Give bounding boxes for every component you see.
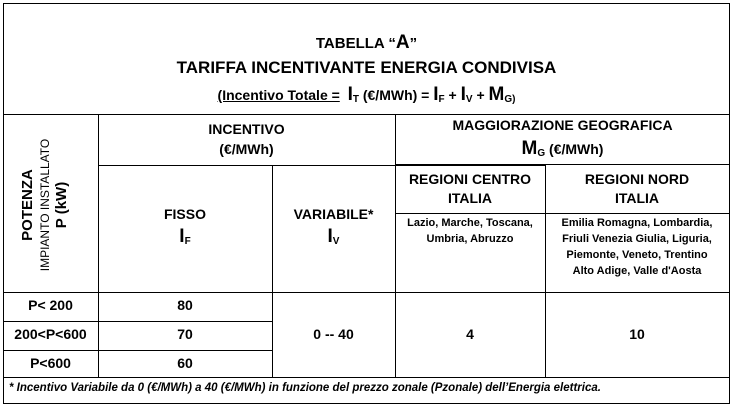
divider-title [3, 114, 730, 115]
nord-title-2: ITALIA [614, 190, 660, 206]
border-top [3, 3, 730, 4]
divider-region-title [395, 213, 730, 214]
fisso-symbol [98, 226, 272, 248]
variabile-value: 0 -- 40 [313, 326, 354, 342]
formula-open: (Incentivo Totale = [217, 87, 340, 103]
formula-unit: (€/MWh) = [362, 87, 430, 103]
centro-title-2: ITALIA [447, 190, 493, 206]
mg-col-symbol: M [521, 138, 538, 159]
it-sub: T [352, 94, 359, 105]
nord-title-1: REGIONI NORD [584, 171, 690, 187]
formula-plus-2: + [476, 87, 485, 103]
fisso-i: I [179, 226, 185, 247]
centro-regions-1: Lazio, Marche, Toscana, [407, 217, 533, 229]
nord-value: 10 [629, 326, 645, 342]
if-sub: F [438, 94, 445, 105]
divider-maggiorazione-header [395, 164, 730, 165]
potenza-header [19, 115, 70, 295]
incentivo-unit: (€/MWh) [219, 141, 274, 157]
mg-sub: G) [504, 94, 516, 105]
nord-regions-3: Piemonte, Veneto, Trentino [566, 249, 708, 261]
it-symbol: I [347, 84, 353, 105]
divider-fisso [272, 165, 273, 377]
iv-sub: V [465, 94, 473, 105]
maggiorazione-unit [395, 138, 730, 160]
variabile-sub: V [332, 236, 340, 247]
divider-rows-header [3, 292, 730, 293]
divider-incentivo-header [98, 165, 545, 166]
tabella-suffix: ” [409, 35, 418, 52]
formula-plus-1: + [448, 87, 457, 103]
iv-symbol: I [460, 84, 466, 105]
divider-footnote [3, 377, 730, 378]
centro-regions-2: Umbria, Abruzzo [426, 233, 514, 245]
if-symbol: I [433, 84, 439, 105]
row-3-fisso: 60 [177, 355, 193, 371]
centro-value: 4 [466, 326, 474, 342]
row-1-fisso: 80 [177, 297, 193, 313]
fisso-sub: F [184, 236, 191, 247]
nord-regions-2: Friuli Venezia Giulia, Liguria, [562, 233, 712, 245]
mg-symbol: M [488, 84, 505, 105]
row-2-fisso: 70 [177, 326, 193, 342]
incentivo-title: INCENTIVO [208, 121, 285, 137]
divider-row1 [3, 321, 272, 322]
row-3-potenza: P<600 [30, 355, 71, 371]
row-2-potenza: 200<P<600 [14, 326, 87, 342]
nord-regions-1: Emilia Romagna, Lombardia, [561, 217, 713, 229]
nord-regions-4: Alto Adige, Valle d'Aosta [572, 265, 702, 277]
mg-col-sub: G [537, 148, 546, 159]
fisso-label: FISSO [163, 206, 206, 222]
tabella-letter: A [395, 32, 410, 53]
tabella-label [3, 32, 730, 54]
centro-title-1: REGIONI CENTRO [408, 171, 532, 187]
table-title: TARIFFA INCENTIVANTE ENERGIA CONDIVISA [176, 58, 557, 77]
row-1-potenza: P< 200 [28, 297, 73, 313]
variabile-i: I [327, 226, 333, 247]
mg-col-unit: (€/MWh) [549, 141, 604, 157]
border-bottom [3, 403, 730, 404]
divider-row2 [3, 350, 272, 351]
footnote: * Incentivo Variabile da 0 (€/MWh) a 40 (€/MWh) in funzione del prezzo zonale (Pzonale) dell’Energia elettrica. [9, 382, 601, 394]
maggiorazione-title: MAGGIORAZIONE GEOGRAFICA [452, 117, 673, 133]
potenza-line1: POTENZA [19, 169, 36, 241]
tabella-prefix: TABELLA “ [315, 35, 396, 52]
potenza-line3: P (kW) [53, 181, 70, 229]
potenza-line2: IMPIANTO INSTALLATO [38, 138, 52, 272]
formula [3, 84, 730, 106]
variabile-label: VARIABILE* [293, 206, 374, 222]
variabile-symbol [272, 226, 395, 248]
